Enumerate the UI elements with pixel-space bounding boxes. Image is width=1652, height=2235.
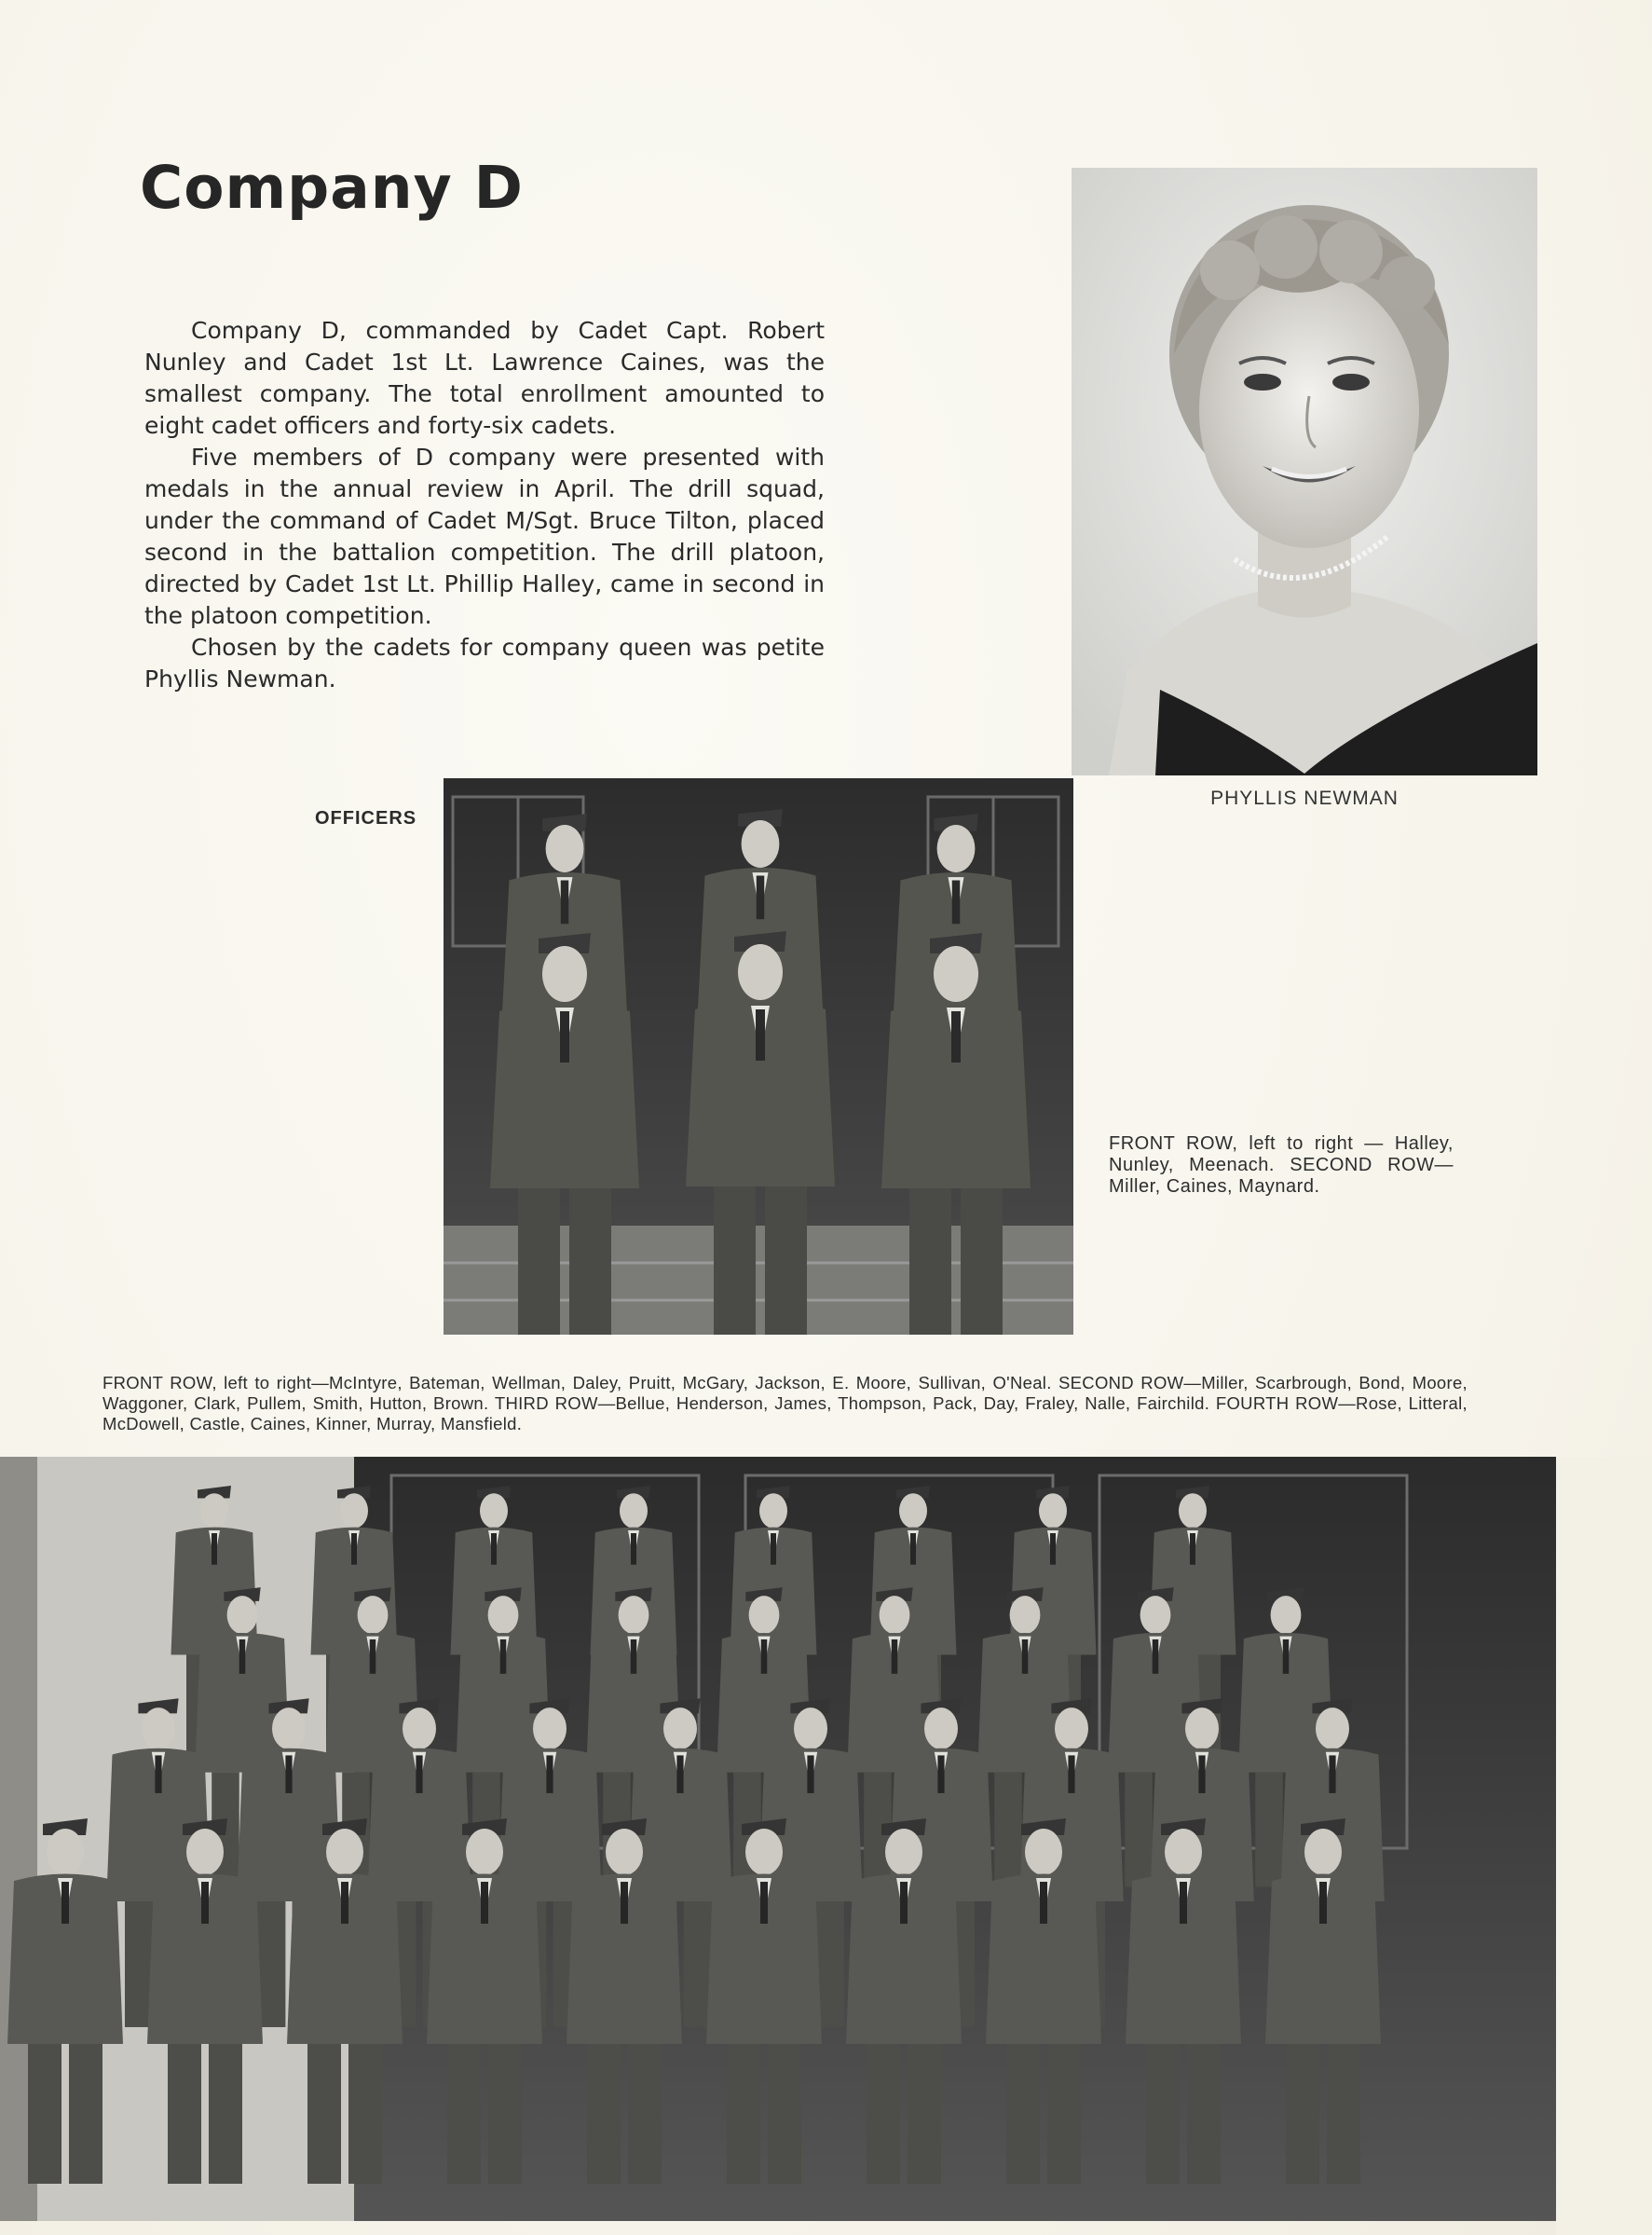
page-title: Company D xyxy=(140,154,524,222)
officers-photo xyxy=(444,778,1073,1335)
group-photo-caption: FRONT ROW, left to right—McIntyre, Bateman, Wellman, Daley, Pruitt, McGary, Jackson, E. Moore, Sullivan, O'Neal. SECOND ROW—Miller, Scarbrough, Bond, Moore, Waggoner, Clark, Pullem, Smith, Hutton, Brown. THIRD ROW—Bellue, Henderson, James, Thompson, Pack, Day, Fraley, Nalle, Fairchild. FOURTH ROW—Rose, Litteral, McDowell, Castle, Caines, Kinner, Murray, Mansfield. xyxy=(102,1373,1468,1433)
paragraph-3: Chosen by the cadets for company queen was petite Phyllis Newman. xyxy=(144,634,825,692)
queen-portrait-photo xyxy=(1072,168,1537,775)
page-margin xyxy=(1556,1457,1652,2235)
officers-label: OFFICERS xyxy=(315,808,417,829)
company-group-photo xyxy=(0,1457,1556,2221)
portrait-caption: PHYLLIS NEWMAN xyxy=(1210,788,1399,809)
article-body xyxy=(144,315,825,695)
paragraph-1: Company D, commanded by Cadet Capt. Robert Nunley and Cadet 1st Lt. Lawrence Caines, was the smallest company. The total enrollment amounted to eight cadet officers and forty-six cadets. xyxy=(144,317,825,439)
officers-caption: FRONT ROW, left to right — Halley, Nunley, Meenach. SECOND ROW—Miller, Caines, Maynard. xyxy=(1109,1133,1454,1197)
paragraph-2: Five members of D company were presented with medals in the annual review in April. The drill squad, under the command of Cadet M/Sgt. Bruce Tilton, placed second in the battalion competition. The drill platoon, directed by Cadet 1st Lt. Phillip Halley, came in second in the platoon competition. xyxy=(144,444,825,629)
